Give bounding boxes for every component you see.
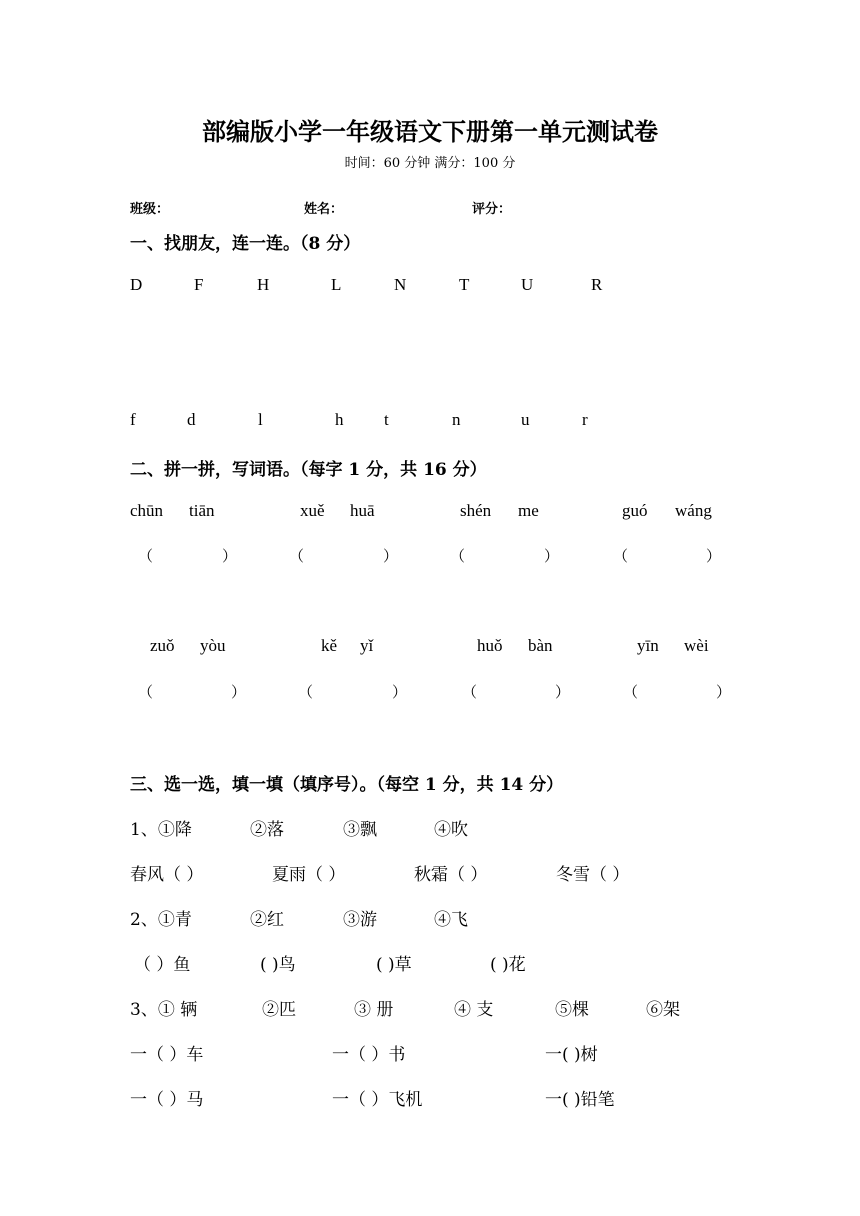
fill-blank: 一（ ）马 (130, 1090, 204, 1110)
choice-option: ④飞 (434, 910, 468, 930)
page-title: 部编版小学一年级语文下册第一单元测试卷 (202, 117, 658, 146)
upper-letter: H (257, 275, 270, 294)
pinyin-syllable: bàn (528, 636, 553, 655)
choice-option: ②落 (250, 820, 284, 840)
lower-letter: n (452, 410, 461, 429)
pinyin-syllable: me (518, 501, 539, 520)
section1-heading: 一、找朋友，连一连。（8 分） (130, 234, 361, 254)
pinyin-syllable: huǒ (477, 636, 503, 655)
pinyin-syllable: xuě (300, 501, 325, 520)
section3-heading: 三、选一选，填一填（填序号）。（每空 1 分，共 14 分） (130, 775, 564, 795)
choice-option: 3、① 辆 (130, 1000, 198, 1020)
exam-info: 时间：60 分钟 满分：100 分 (344, 156, 516, 171)
choice-option: ④ 支 (454, 1000, 494, 1020)
answer-bracket-close: ） (544, 547, 560, 565)
choice-option: ③ 册 (354, 1000, 394, 1020)
fill-blank: ( )鸟 (260, 955, 296, 975)
answer-bracket-close: ） (231, 683, 247, 701)
upper-letter: D (130, 275, 143, 294)
pinyin-syllable: wèi (684, 636, 709, 655)
fill-blank: （ ）鱼 (134, 955, 191, 975)
upper-letter: L (331, 275, 342, 294)
fill-blank: 春风（ ） (130, 865, 204, 885)
pinyin-syllable: shén (460, 501, 492, 520)
lower-letter: d (187, 410, 196, 429)
pinyin-syllable: chūn (130, 501, 164, 520)
fill-blank: ( )花 (490, 955, 526, 975)
choice-option: ⑥架 (646, 1000, 680, 1020)
fill-blank: 秋霜（ ） (414, 865, 488, 885)
lower-letter: u (521, 410, 530, 429)
answer-bracket-open: （ (298, 683, 314, 701)
answer-bracket-open: （ (462, 683, 478, 701)
answer-bracket-open: （ (623, 683, 639, 701)
lower-letter: t (384, 410, 389, 429)
upper-letter: U (521, 275, 534, 294)
answer-bracket-close: ） (706, 547, 722, 565)
answer-bracket-close: ） (716, 683, 732, 701)
pinyin-syllable: tiān (189, 501, 215, 520)
choice-option: ④吹 (434, 820, 468, 840)
answer-bracket-close: ） (222, 547, 238, 565)
answer-bracket-close: ） (383, 547, 399, 565)
upper-letter: N (394, 275, 407, 294)
upper-letter: R (591, 275, 603, 294)
pinyin-syllable: huā (350, 501, 375, 520)
section2-heading: 二、拼一拼，写词语。（每字 1 分，共 16 分） (130, 460, 487, 480)
pinyin-syllable: yīn (637, 636, 659, 655)
fill-blank: ( )草 (376, 955, 412, 975)
lower-letter: r (582, 410, 588, 429)
answer-bracket-open: （ (289, 547, 305, 565)
answer-bracket-open: （ (450, 547, 466, 565)
answer-bracket-open: （ (138, 547, 154, 565)
pinyin-syllable: yǐ (360, 636, 374, 655)
fill-blank: 一（ ）车 (130, 1045, 204, 1065)
answer-bracket-close: ） (555, 683, 571, 701)
answer-bracket-close: ） (392, 683, 408, 701)
name-label: 姓名： (304, 202, 344, 217)
choice-option: ②红 (250, 910, 284, 930)
pinyin-syllable: guó (622, 501, 648, 520)
pinyin-syllable: yòu (200, 636, 226, 655)
fill-blank: 一（ ）飞机 (332, 1090, 423, 1110)
pinyin-syllable: wáng (675, 501, 712, 520)
fill-blank: 一( )树 (545, 1045, 598, 1065)
upper-letter: T (459, 275, 470, 294)
pinyin-syllable: zuǒ (150, 636, 175, 655)
lower-letter: f (130, 410, 136, 429)
fill-blank: 冬雪（ ） (556, 865, 630, 885)
answer-bracket-open: （ (613, 547, 629, 565)
choice-option: ③飘 (343, 820, 377, 840)
answer-bracket-open: （ (138, 683, 154, 701)
score-label: 评分： (472, 202, 512, 217)
lower-letter: h (335, 410, 344, 429)
choice-option: ⑤棵 (555, 1000, 589, 1020)
choice-option: 2、①青 (130, 910, 192, 930)
upper-letter: F (194, 275, 204, 294)
choice-option: ③游 (343, 910, 377, 930)
pinyin-syllable: kě (321, 636, 338, 655)
choice-option: 1、①降 (130, 820, 192, 840)
fill-blank: 夏雨（ ） (272, 865, 346, 885)
class-label: 班级： (130, 202, 170, 217)
lower-letter: l (258, 410, 263, 429)
fill-blank: 一( )铅笔 (545, 1090, 615, 1110)
fill-blank: 一（ ）书 (332, 1045, 406, 1065)
choice-option: ②匹 (262, 1000, 296, 1020)
